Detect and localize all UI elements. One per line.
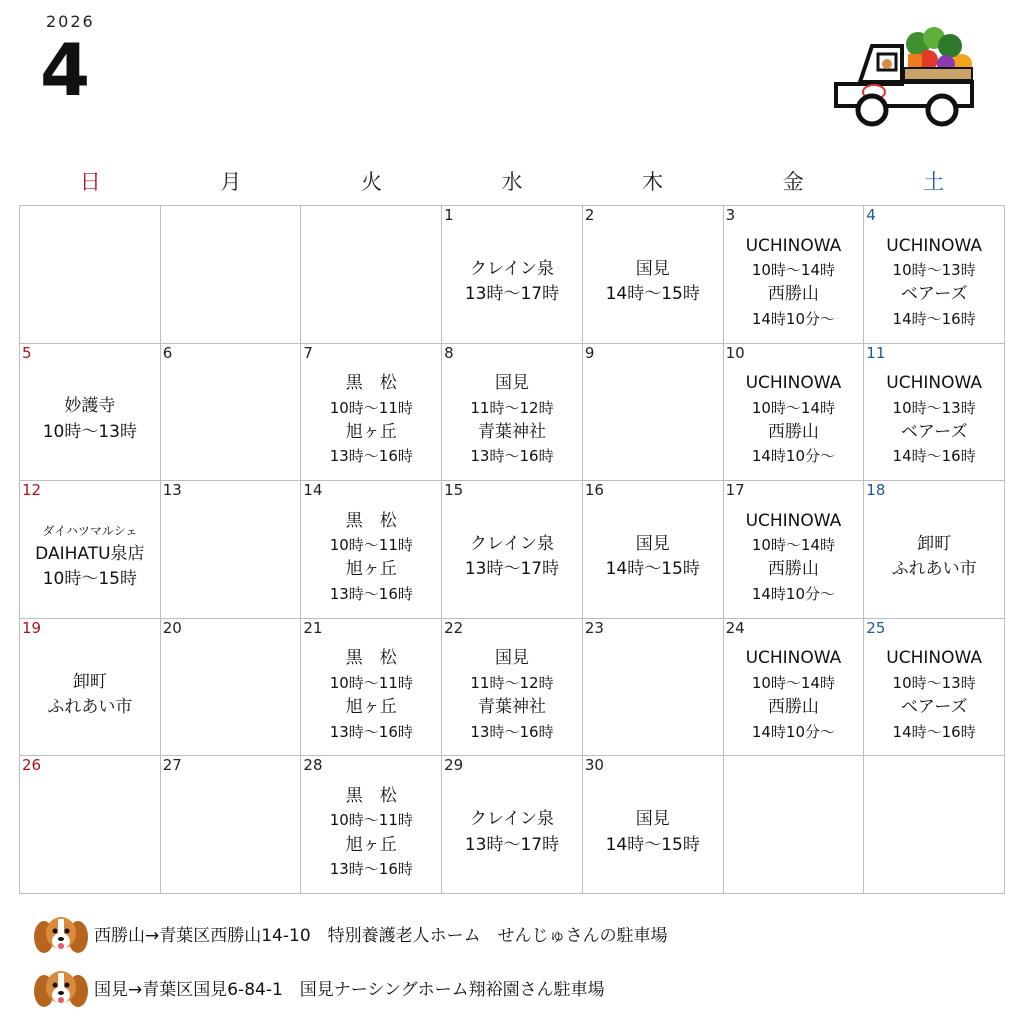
event-time: 13時～17時: [464, 834, 560, 855]
calendar-day-cell: [583, 619, 724, 757]
day-number: 13: [162, 481, 182, 500]
event-block: [20, 364, 160, 477]
calendar-day-cell: [864, 619, 1005, 757]
day-number: 8: [444, 343, 454, 362]
event-time: 14時～15時: [605, 834, 700, 855]
calendar-grid: [19, 205, 1005, 894]
calendar-day-cell: [20, 206, 161, 344]
day-number: 5: [22, 343, 32, 362]
calendar-day-cell: [161, 481, 302, 619]
day-number: 18: [866, 481, 886, 500]
calendar-day-cell: [583, 756, 724, 894]
event-location: クレイン泉: [469, 533, 555, 554]
calendar-day-cell: [442, 756, 583, 894]
event-location: UCHINOWA: [745, 373, 842, 394]
calendar-day-cell: [161, 756, 302, 894]
calendar-day-cell: [442, 344, 583, 482]
event-time: 10時～13時: [892, 261, 976, 280]
event-location: 国見: [494, 648, 529, 669]
event-location: ふれあい市: [47, 697, 133, 718]
event-time: 10時～11時: [329, 398, 413, 417]
event-block: [301, 501, 441, 614]
calendar-day-cell: [724, 756, 865, 894]
event-block: [864, 639, 1004, 752]
event-location: 黒 松: [345, 373, 397, 394]
event-time: 10時～14時: [751, 536, 836, 555]
note-text: 国見→青葉区国見6-84-1 国見ナーシングホーム翔裕園さん駐車場: [94, 979, 605, 1000]
weekday-saturday: 土: [923, 170, 945, 194]
year-label: 2026: [46, 12, 95, 31]
calendar-day-cell: [583, 481, 724, 619]
calendar-day-cell: [161, 344, 302, 482]
event-time: 10時～14時: [751, 398, 836, 417]
calendar-day-cell: [20, 756, 161, 894]
event-location: UCHINOWA: [745, 510, 842, 531]
event-time: 13時～16時: [329, 447, 413, 466]
calendar-day-cell: [864, 756, 1005, 894]
event-location: 国見: [635, 533, 670, 554]
event-location: DAIHATU泉店: [35, 543, 145, 564]
event-location: 旭ヶ丘: [345, 421, 397, 442]
note-text: 西勝山→青葉区西勝山14-10 特別養護老人ホーム せんじゅさんの駐車場: [94, 925, 668, 946]
day-number: 12: [22, 481, 42, 500]
event-time: 10時～11時: [329, 536, 413, 555]
day-number: 11: [866, 343, 886, 362]
event-block: [724, 501, 864, 614]
dog-icon: [32, 965, 90, 1009]
event-time: 10時～15時: [42, 569, 137, 590]
calendar-day-cell: [161, 206, 302, 344]
day-number: 28: [303, 756, 323, 775]
calendar-day-cell: [442, 481, 583, 619]
calendar-day-cell: [724, 481, 865, 619]
day-number: 17: [725, 481, 745, 500]
event-location: 青葉神社: [477, 421, 546, 442]
calendar-day-cell: [864, 206, 1005, 344]
event-location: UCHINOWA: [745, 648, 842, 669]
day-number: 29: [444, 756, 464, 775]
calendar-day-cell: [20, 481, 161, 619]
event-time: 13時～16時: [329, 585, 413, 604]
calendar-day-cell: [864, 481, 1005, 619]
day-number: 10: [725, 343, 745, 362]
calendar-day-cell: [442, 206, 583, 344]
event-location: UCHINOWA: [886, 373, 982, 394]
event-location: ダイハツマルシェ: [42, 524, 138, 539]
event-block: [442, 501, 582, 614]
event-time: 14時～15時: [605, 284, 700, 305]
weekday-friday: 金: [782, 170, 804, 194]
event-location: 旭ヶ丘: [345, 559, 397, 580]
event-location: 黒 松: [345, 648, 397, 669]
calendar-day-cell: [442, 619, 583, 757]
day-number: 7: [303, 343, 313, 362]
event-location: ベアーズ: [900, 421, 968, 442]
day-number: 6: [162, 343, 173, 362]
calendar-day-cell: [301, 481, 442, 619]
day-number: 15: [444, 481, 464, 500]
event-location: 黒 松: [345, 785, 397, 806]
event-time: 13時～17時: [464, 559, 560, 580]
event-location: 西勝山: [767, 697, 819, 718]
event-location: UCHINOWA: [745, 235, 842, 256]
calendar-day-cell: [301, 344, 442, 482]
day-number: 1: [444, 206, 454, 224]
event-location: ベアーズ: [900, 697, 968, 718]
calendar-day-cell: [724, 206, 865, 344]
month-number: 4: [40, 28, 91, 112]
event-block: [20, 501, 160, 614]
calendar-day-cell: [583, 344, 724, 482]
day-number: 24: [725, 618, 745, 637]
calendar-day-cell: [301, 206, 442, 344]
event-location: 妙護寺: [64, 396, 116, 417]
event-block: [442, 776, 582, 889]
weekday-sunday: 日: [79, 170, 101, 194]
calendar-day-cell: [20, 344, 161, 482]
calendar-day-cell: [864, 344, 1005, 482]
event-location: 西勝山: [767, 421, 819, 442]
day-number: 16: [584, 481, 604, 500]
event-time: 10時～13時: [42, 421, 137, 442]
event-location: 卸町: [72, 671, 107, 692]
event-location: クレイン泉: [469, 809, 555, 830]
event-time: 14時10分～: [751, 585, 836, 604]
day-number: 3: [725, 206, 736, 224]
event-block: [20, 639, 160, 752]
event-time: 13時～16時: [470, 722, 554, 741]
event-block: [442, 639, 582, 752]
calendar-day-cell: [161, 619, 302, 757]
event-block: [583, 501, 723, 614]
day-number: 9: [584, 343, 595, 362]
event-location: 旭ヶ丘: [345, 834, 397, 855]
calendar-day-cell: [724, 619, 865, 757]
event-block: [301, 364, 441, 477]
event-time: 14時10分～: [751, 722, 836, 741]
dog-icon: [32, 911, 90, 955]
event-time: 13時～16時: [470, 447, 554, 466]
event-location: 黒 松: [345, 510, 397, 531]
day-number: 26: [22, 756, 42, 775]
event-block: [724, 639, 864, 752]
event-time: 10時～11時: [329, 811, 413, 830]
event-location: UCHINOWA: [886, 648, 982, 669]
event-block: [724, 226, 864, 339]
event-time: 10時～13時: [892, 398, 976, 417]
event-location: 卸町: [917, 533, 952, 554]
event-location: 国見: [635, 258, 670, 279]
event-time: 11時～12時: [470, 398, 554, 417]
event-time: 14時～16時: [892, 722, 976, 741]
event-block: [301, 776, 441, 889]
calendar-day-cell: [724, 344, 865, 482]
event-time: 10時～14時: [751, 673, 836, 692]
day-number: 2: [584, 206, 595, 224]
event-location: UCHINOWA: [886, 235, 982, 256]
weekday-header: [20, 166, 1004, 196]
event-time: 14時10分～: [751, 447, 836, 466]
event-block: [864, 226, 1004, 339]
event-block: [864, 501, 1004, 614]
calendar-day-cell: [301, 619, 442, 757]
event-time: 14時～16時: [892, 447, 976, 466]
event-time: 13時～16時: [329, 860, 413, 879]
event-time: 10時～13時: [892, 673, 976, 692]
event-location: 西勝山: [767, 559, 819, 580]
event-location: 国見: [635, 809, 670, 830]
event-time: 13時～16時: [329, 722, 413, 741]
calendar-day-cell: [583, 206, 724, 344]
event-block: [442, 364, 582, 477]
event-block: [442, 226, 582, 339]
event-location: 西勝山: [767, 284, 819, 305]
weekday-thursday: 木: [642, 170, 664, 194]
vegetable-truck-icon: [832, 26, 978, 130]
event-block: [301, 639, 441, 752]
event-time: 14時～15時: [605, 559, 700, 580]
event-location: クレイン泉: [469, 258, 555, 279]
event-time: 10時～11時: [329, 673, 413, 692]
event-block: [583, 776, 723, 889]
day-number: 23: [584, 618, 604, 637]
event-location: ベアーズ: [900, 284, 968, 305]
event-block: [864, 364, 1004, 477]
event-time: 11時～12時: [470, 673, 554, 692]
calendar-day-cell: [301, 756, 442, 894]
day-number: 21: [303, 618, 323, 637]
day-number: 27: [162, 756, 182, 775]
weekday-tuesday: 火: [360, 170, 382, 194]
day-number: 14: [303, 481, 323, 500]
day-number: 4: [866, 206, 876, 224]
event-block: [583, 226, 723, 339]
event-time: 10時～14時: [751, 261, 836, 280]
weekday-wednesday: 水: [501, 170, 523, 194]
event-block: [724, 364, 864, 477]
weekday-monday: 月: [220, 170, 242, 194]
event-time: 13時～17時: [464, 284, 560, 305]
event-location: ふれあい市: [891, 559, 977, 580]
day-number: 20: [162, 618, 182, 637]
note-item: [32, 908, 668, 958]
event-time: 14時10分～: [751, 309, 836, 328]
day-number: 30: [584, 756, 604, 775]
day-number: 22: [444, 618, 464, 637]
event-time: 14時～16時: [892, 309, 976, 328]
day-number: 19: [22, 618, 42, 637]
event-location: 青葉神社: [477, 697, 546, 718]
event-location: 旭ヶ丘: [345, 697, 397, 718]
calendar-day-cell: [20, 619, 161, 757]
day-number: 25: [866, 618, 886, 637]
note-item: [32, 962, 668, 1012]
notes-section: [32, 908, 668, 1016]
event-location: 国見: [494, 373, 529, 394]
